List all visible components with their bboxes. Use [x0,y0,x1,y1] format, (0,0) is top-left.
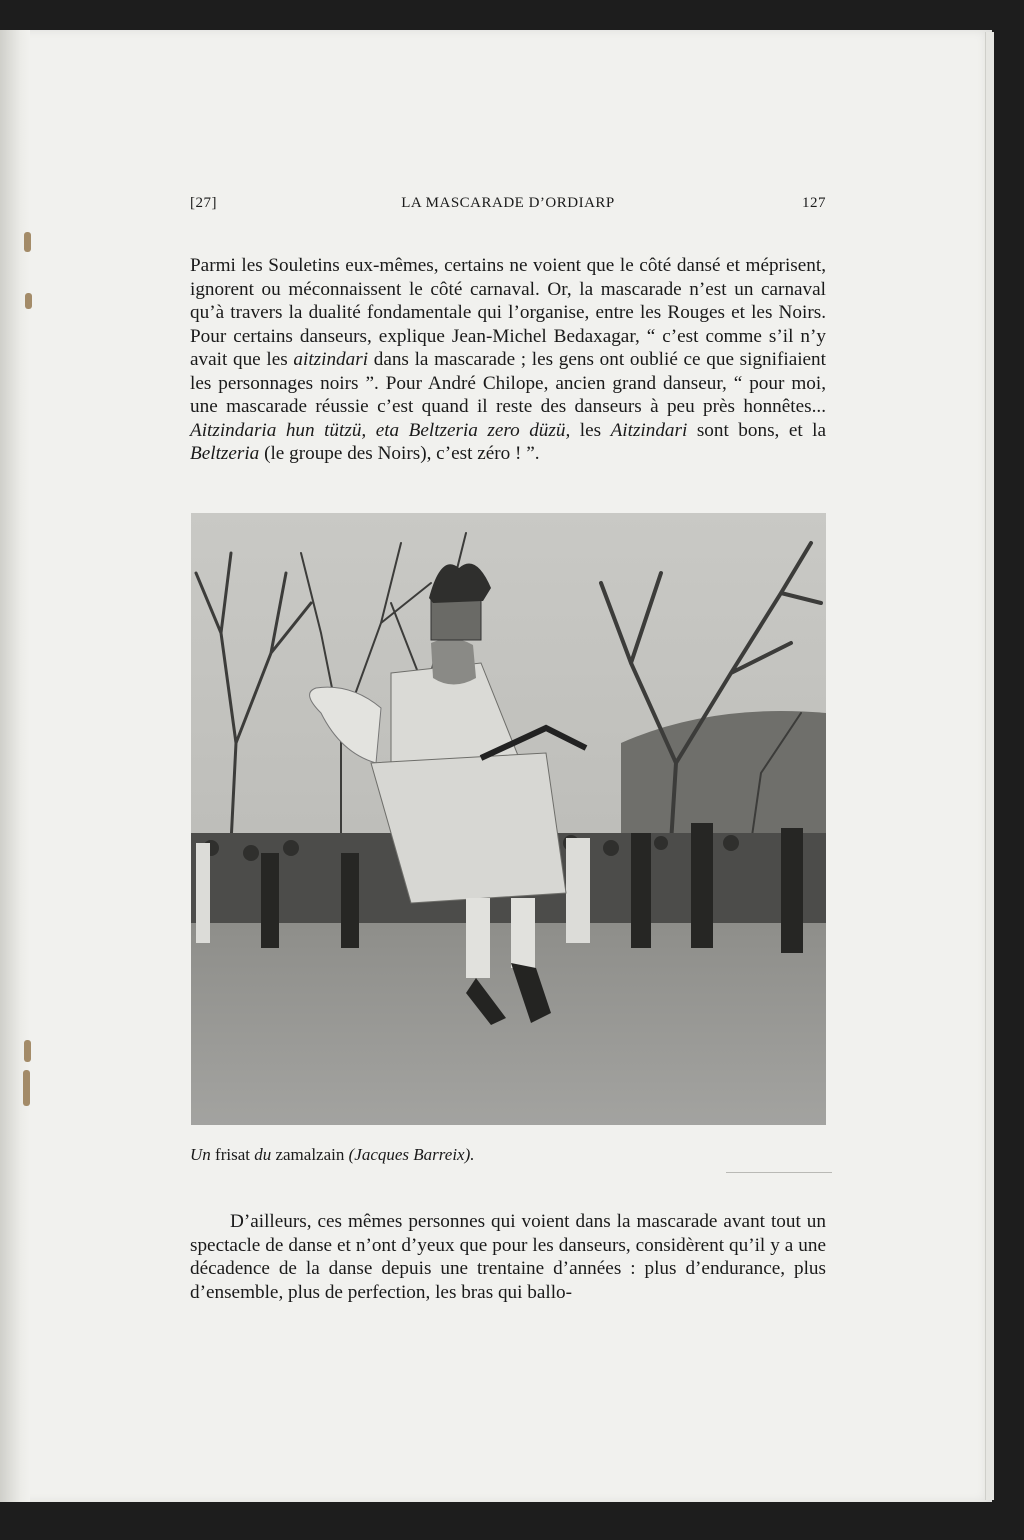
paragraph-text: dans la mascarade ; les gens ont oublié ce que signifiaient les personnages noirs ”. Pour André Chilope, ancien grand danseur, “ pour moi, une mascarade réussie c’est quand il reste des danseurs à peu près honnêtes... [190,349,826,417]
binding-stain [25,293,32,309]
chapter-page-ref: [27] [190,195,217,211]
page-edge [985,32,994,1500]
binding-stain [24,232,31,252]
dancer-photograph [191,513,826,1125]
caption-text: frisat [210,1145,255,1164]
binding-stain [24,1040,31,1062]
photo-credit: (Jacques Barreix). [348,1145,475,1164]
caption-text: du [254,1145,272,1164]
caption-text: Un [190,1145,211,1164]
italic-term: Beltzeria [190,443,260,464]
photo-caption [190,1145,826,1165]
body-paragraph-1 [190,254,826,466]
caption-text: zamalzain [271,1145,349,1164]
show-through-rule [726,1172,832,1173]
italic-term: aitzindari [293,349,369,370]
running-title: LA MASCARADE D’ORDIARP [401,195,615,211]
page-number: 127 [802,195,826,211]
paragraph-text: (le groupe des Noirs), c’est zéro ! ”. [259,443,540,464]
paragraph-text: Parmi les Souletins eux-mêmes, certains ne voient que le côté dansé et méprisent, ignorent ou méconnaissent le côté carnaval. Or, la mascarade n’est un carnaval qu’à travers la dualité fondamentale qui l’organise, entre les Rouges et les Noirs. Pour certains danseurs, explique Jean-Michel Bedaxagar, “ c’est comme s’il n’y avait que les [190,255,826,370]
italic-quote: Aitzindaria hun tützü, eta Beltzeria zero düzü, [190,419,571,441]
binding-stain [23,1070,30,1106]
paragraph-text: les [570,419,611,441]
italic-term: Aitzindari [610,419,688,441]
body-paragraph-2: D’ailleurs, ces mêmes personnes qui voient dans la mascarade avant tout un spectacle de danse et n’ont d’yeux que pour les danseurs, considèrent qu’il y a une décadence de la danse depuis une trentaine d’années : plus d’endurance, plus d’ensemble, plus de perfection, les bras qui ballo- [190,1211,826,1303]
paragraph-text: sont bons, et la [687,419,826,441]
running-header [190,195,826,217]
